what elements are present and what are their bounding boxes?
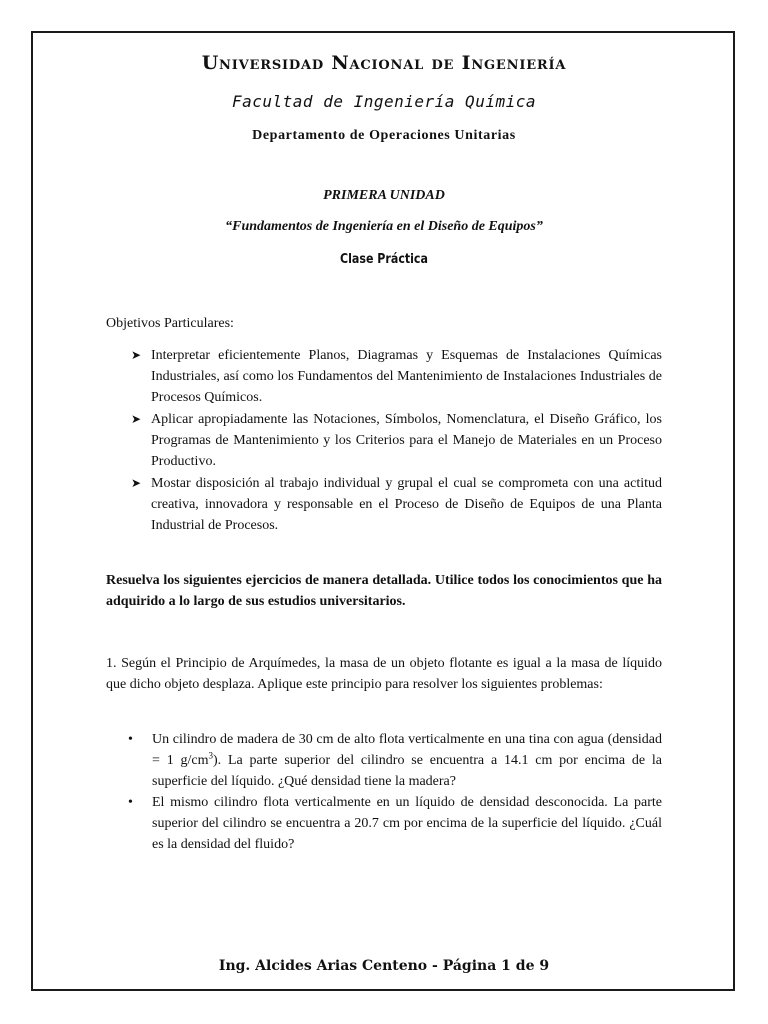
problem-bullet-item [128,729,662,792]
university-title: Universidad Nacional de Ingeniería [201,52,567,74]
objectives-heading: Objetivos Particulares: [106,316,234,331]
class-type: Clase Práctica [340,252,428,267]
unit-subtitle: “Fundamentos de Ingeniería en el Diseño de Equipos” [225,219,543,234]
page-footer: Ing. Alcides Arias Centeno - Página 1 de 9 [218,958,550,974]
problem-bullet-item [128,792,662,855]
bullet-dot-icon: • [128,795,133,810]
superscript: 3 [208,750,213,761]
problem-bullets [128,729,662,855]
arrow-bullet-icon: ➤ [131,476,142,490]
objective-item [131,409,662,472]
unit-title: PRIMERA UNIDAD [323,188,445,203]
objective-text: Aplicar apropiadamente las Notaciones, Símbolos, Nomenclatura, el Diseño Gráfico, los Programas de Mantenimiento y los Criterios para el Manejo de Materiales en un Proceso Productivo. [151,412,662,469]
bullet-dot-icon: • [128,732,133,747]
instructions: Resuelva los siguientes ejercicios de manera detallada. Utilice todos los conocimientos que ha adquirido a lo largo de sus estudios universitarios. [106,573,662,609]
bullet-text-part: Un cilindro de madera de 30 cm de alto flota verticalmente en una tina con agua (densidad = 1 g/cm [152,732,662,768]
faculty-title: Facultad de Ingeniería Química [232,92,536,111]
arrow-bullet-icon: ➤ [131,412,142,426]
arrow-bullet-icon: ➤ [131,348,142,362]
department-title: Departamento de Operaciones Unitarias [252,128,516,143]
objectives-list [131,345,662,537]
objective-text: Mostar disposición al trabajo individual y grupal el cual se comprometa con una actitud creativa, innovadora y responsable en el Proceso de Diseño de Equipos de una Planta Industrial de Procesos. [151,476,662,533]
bullet-text: El mismo cilindro flota verticalmente en un líquido de densidad desconocida. La parte superior del cilindro se encuentra a 20.7 cm por encima de la superficie del líquido. ¿Cuál es la densidad del fluido? [152,795,662,852]
objective-item [131,473,662,536]
problem-intro: 1. Según el Principio de Arquímedes, la masa de un objeto flotante es igual a la masa de líquido que dicho objeto desplaza. Aplique este principio para resolver los siguientes problemas: [106,656,662,692]
objective-text: Interpretar eficientemente Planos, Diagramas y Esquemas de Instalaciones Químicas Industriales, así como los Fundamentos del Mantenimiento de Instalaciones Industriales de Procesos Químicos. [151,348,662,405]
objective-item [131,345,662,408]
bullet-text-part: ). La parte superior del cilindro se encuentra a 14.1 cm por encima de la superficie del líquido. ¿Qué densidad tiene la madera? [152,753,662,789]
